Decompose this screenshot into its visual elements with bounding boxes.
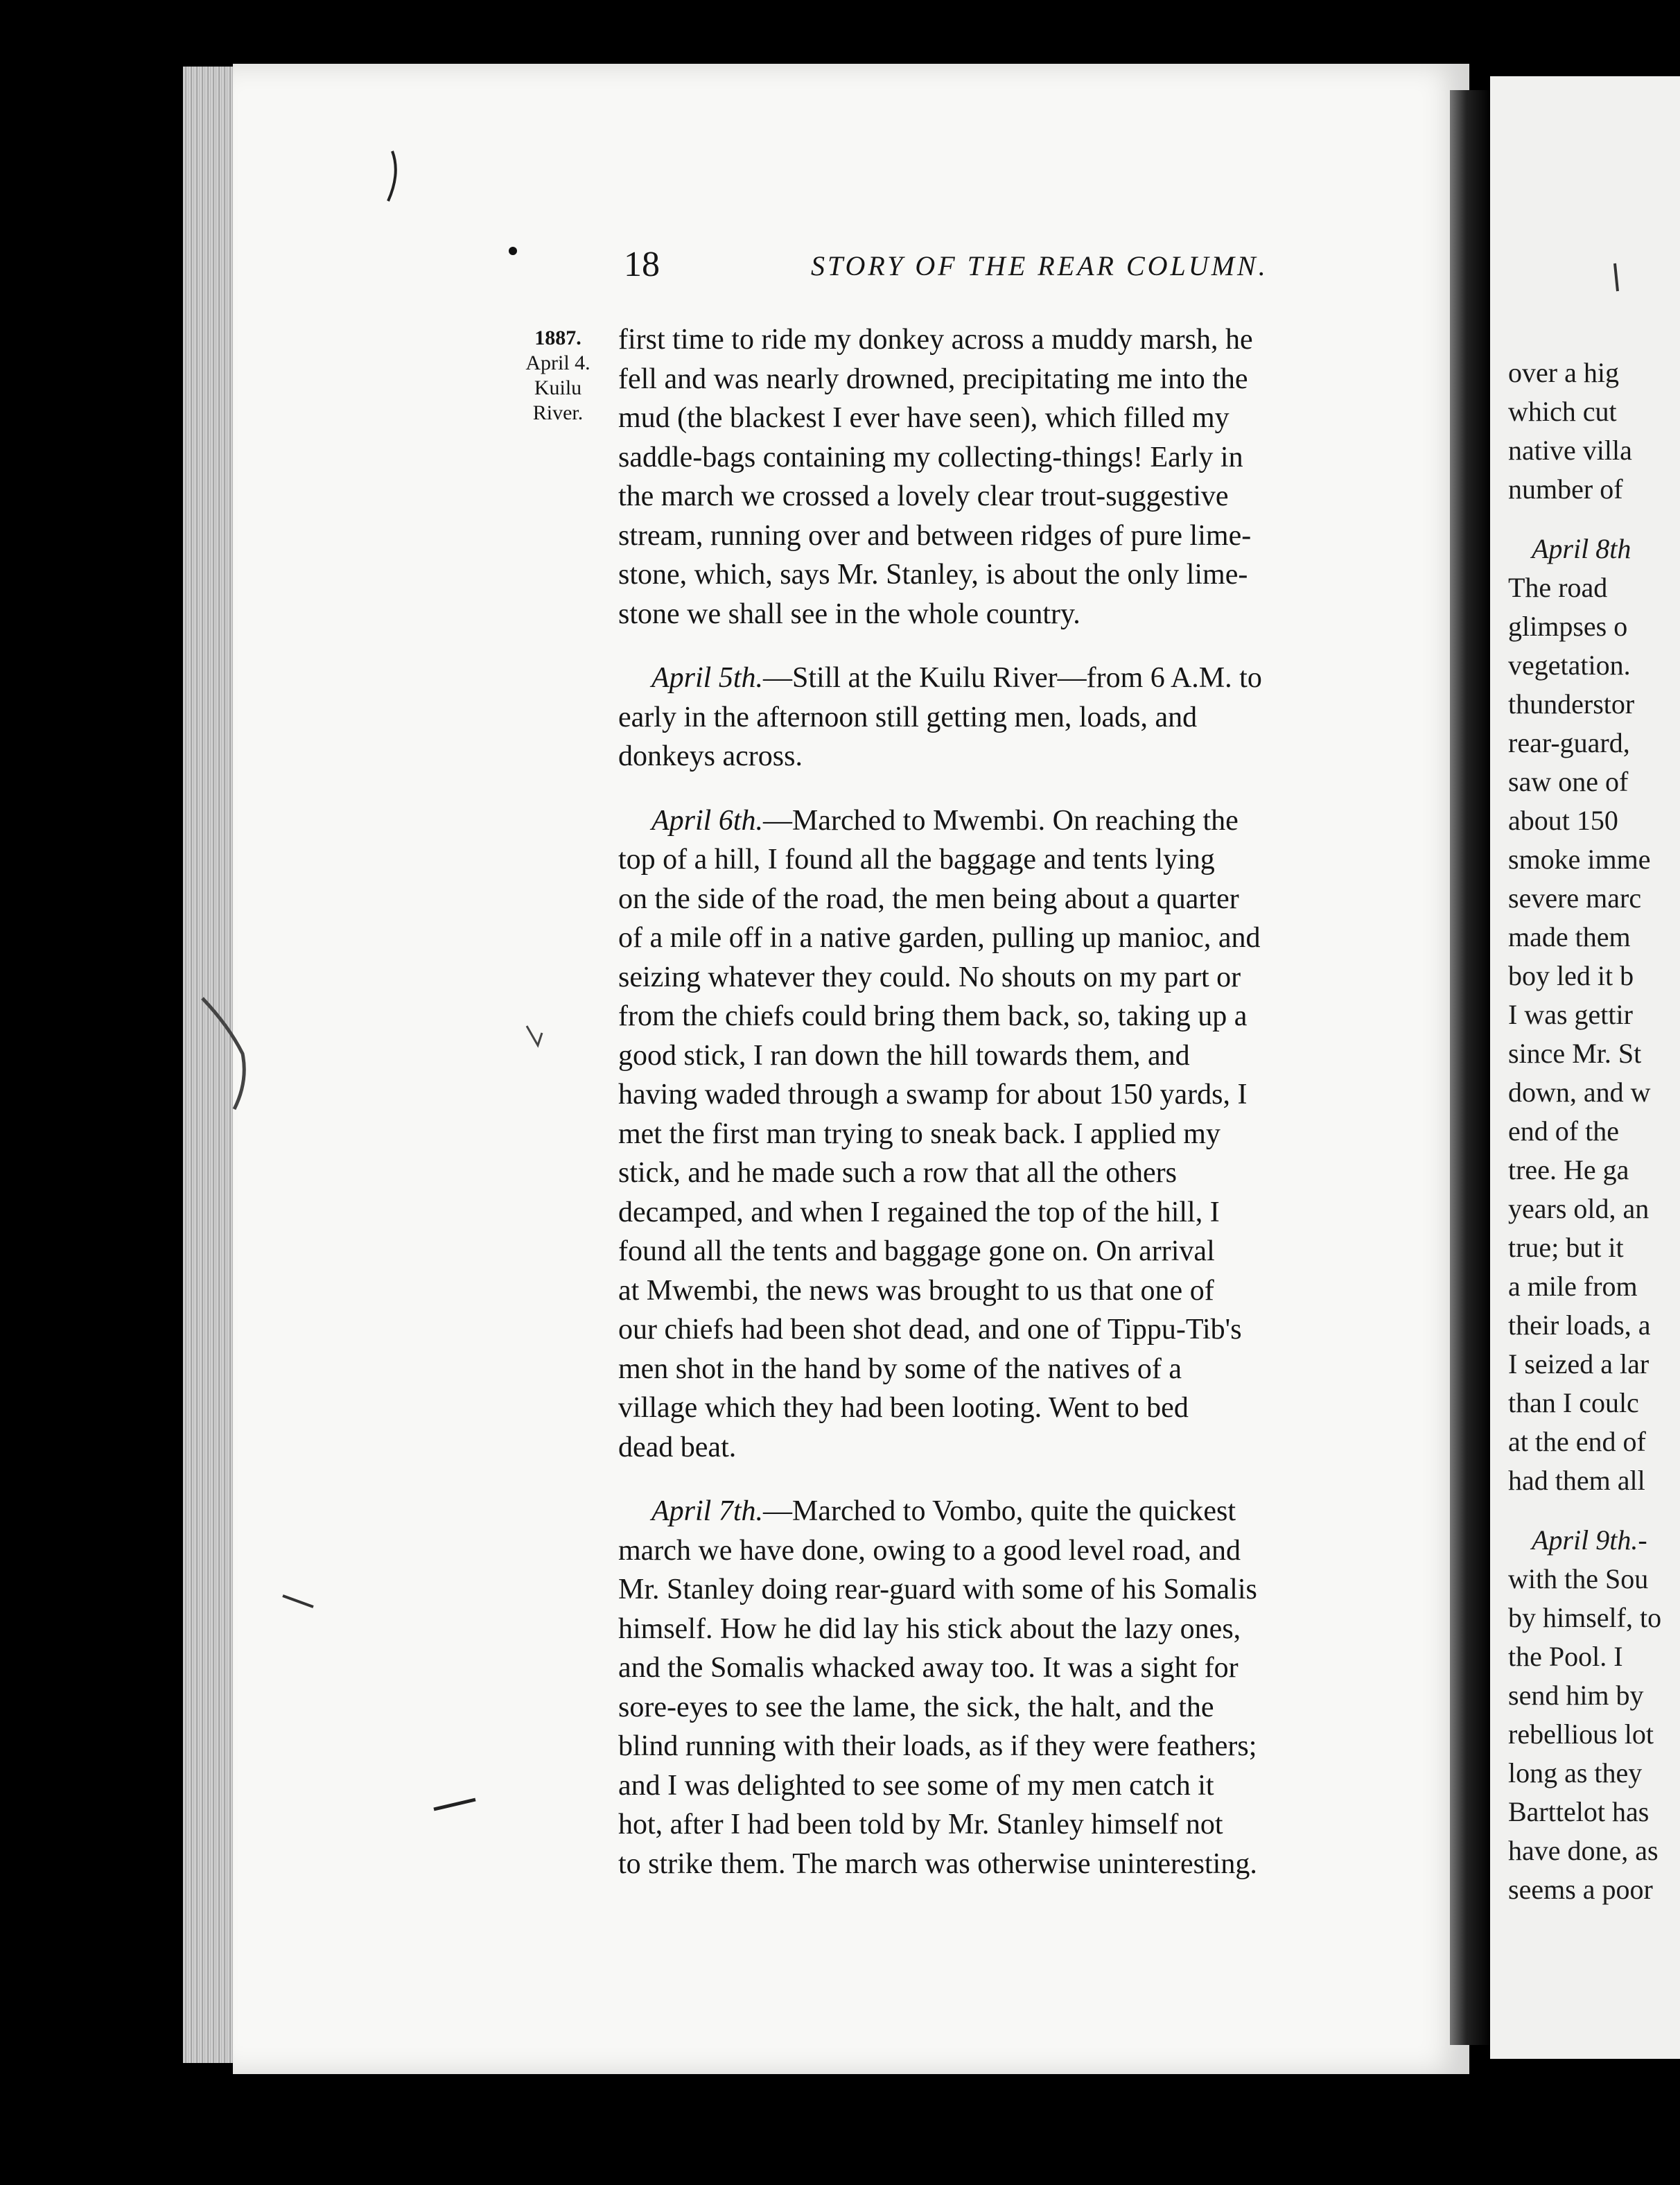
entry-first-line: [618, 659, 1450, 698]
entry-date: April 7th.: [651, 1495, 764, 1527]
facing-page-line: which cut: [1508, 396, 1617, 427]
facing-page-line: about 150: [1508, 805, 1618, 836]
facing-page-line: rebellious lot: [1508, 1718, 1654, 1750]
text-line: sore-eyes to see the lame, the sick, the halt, and the: [618, 1691, 1214, 1723]
facing-page-line: vegetation.: [1508, 650, 1631, 681]
facing-page-line: seems a poor: [1508, 1874, 1653, 1905]
facing-page-line: a mile from: [1508, 1271, 1638, 1302]
facing-page-line: than I coulc: [1508, 1387, 1639, 1418]
text-line: at Mwembi, the news was brought to us that one of: [618, 1274, 1214, 1307]
facing-page-line: had them all: [1508, 1465, 1645, 1496]
entry-text: —Marched to Mwembi. On reaching the: [763, 804, 1239, 837]
text-line: men shot in the hand by some of the natives of a: [618, 1352, 1182, 1385]
paragraph: [618, 320, 1450, 634]
facing-page-line: glimpses o: [1508, 611, 1628, 642]
text-line: donkeys across.: [618, 740, 803, 772]
facing-page-line: their loads, a: [1508, 1309, 1651, 1341]
diary-entry: [618, 801, 1450, 1468]
facing-page-line: I seized a lar: [1508, 1348, 1650, 1379]
text-line: from the chiefs could bring them back, so, taking up a: [618, 1000, 1248, 1032]
facing-page-line: Barttelot has: [1508, 1796, 1650, 1827]
entry-first-line: [618, 1492, 1450, 1531]
text-line: Mr. Stanley doing rear-guard with some of his Somalis: [618, 1574, 1257, 1605]
text-line: early in the afternoon still getting men, loads, and: [618, 701, 1198, 733]
text-line: and I was delighted to see some of my men catch it: [618, 1769, 1214, 1802]
text-line: village which they had been looting. Went to bed: [618, 1392, 1189, 1424]
facing-page-line: native villa: [1508, 435, 1632, 466]
facing-page-line: have done, as: [1508, 1835, 1659, 1866]
margin-place: Kuilu: [534, 376, 582, 399]
facing-page-line: boy led it b: [1508, 960, 1634, 991]
facing-page-line: thunderstor: [1508, 688, 1635, 720]
text-line: mud (the blackest I ever have seen), which filled my: [618, 402, 1230, 434]
text-line: stone, which, says Mr. Stanley, is about the only lime-: [618, 559, 1248, 591]
text-line: found all the tents and baggage gone on. On arrival: [618, 1235, 1215, 1267]
entry-date: April 5th.: [651, 662, 764, 694]
text-line: our chiefs had been shot dead, and one of Tippu-Tib's: [618, 1314, 1242, 1346]
text-line: stream, running over and between ridges of pure lime-: [618, 519, 1252, 552]
text-line: seizing whatever they could. No shouts on my part or: [618, 961, 1241, 993]
text-line: on the side of the road, the men being about a quarter: [618, 882, 1239, 915]
facing-page-line: years old, an: [1508, 1193, 1650, 1224]
text-line: top of a hill, I found all the baggage and tents lying: [618, 844, 1215, 876]
diary-entry: [618, 659, 1450, 776]
text-line: fell and was nearly drowned, precipitating me into the: [618, 363, 1248, 395]
facing-page-line: tree. He ga: [1508, 1154, 1629, 1185]
entry-text: —Still at the Kuilu River—from 6 A.M. to: [763, 662, 1262, 694]
text-line: decamped, and when I regained the top of the hill, I: [618, 1196, 1220, 1228]
facing-page-line: I was gettir: [1508, 999, 1633, 1030]
text-line: met the first man trying to sneak back. I applied my: [618, 1117, 1220, 1150]
text-line: saddle-bags containing my collecting-things! Early in: [618, 441, 1243, 473]
page-number: 18: [624, 245, 660, 284]
text-line: and the Somalis whacked away too. It was a sight for: [618, 1652, 1239, 1684]
margin-note: [506, 326, 610, 426]
text-line: blind running with their loads, as if they were feathers;: [618, 1730, 1257, 1762]
text-line: to strike them. The march was otherwise uninteresting.: [618, 1847, 1257, 1880]
text-line: dead beat.: [618, 1431, 737, 1463]
text-line: first time to ride my donkey across a muddy marsh, he: [618, 324, 1253, 356]
text-line: of a mile off in a native garden, pulling up manioc, and: [618, 922, 1261, 954]
page-stack-edges: [183, 67, 240, 2063]
facing-page-line: since Mr. St: [1508, 1038, 1642, 1069]
facing-page-line: with the Sou: [1508, 1563, 1649, 1594]
facing-page-fragment: [1490, 76, 1680, 2059]
facing-page-line: smoke imme: [1508, 844, 1651, 875]
text-line: march we have done, owing to a good level road, and: [618, 1534, 1241, 1567]
facing-page-line: The road: [1508, 572, 1608, 603]
facing-page-line: end of the: [1508, 1115, 1619, 1147]
facing-page-line: April 9th.-: [1532, 1524, 1647, 1556]
book-gutter-shadow: [1450, 90, 1491, 2045]
text-line: stone we shall see in the whole country.: [618, 598, 1080, 630]
text-line: stick, and he made such a row that all the others: [618, 1157, 1177, 1189]
entry-first-line: [618, 801, 1450, 841]
facing-page-line: the Pool. I: [1508, 1641, 1623, 1672]
facing-page-line: made them: [1508, 921, 1631, 952]
facing-page-line: true; but it: [1508, 1232, 1624, 1263]
facing-page-line: rear-guard,: [1508, 727, 1630, 758]
facing-page-line: saw one of: [1508, 766, 1629, 797]
body-text: [618, 320, 1450, 1883]
margin-place: River.: [532, 401, 584, 424]
facing-page-line: send him by: [1508, 1680, 1644, 1711]
facing-page-line: by himself, to: [1508, 1602, 1662, 1633]
entry-date: April 6th.: [651, 804, 764, 837]
margin-date: April 4.: [525, 351, 590, 374]
facing-page-line: number of: [1508, 473, 1623, 505]
facing-page-line: April 8th: [1532, 533, 1631, 564]
text-line: good stick, I ran down the hill towards them, and: [618, 1039, 1190, 1072]
page-header: [624, 244, 1421, 286]
facing-page-line: over a hig: [1508, 357, 1619, 388]
text-line: himself. How he did lay his stick about the lazy ones,: [618, 1612, 1241, 1645]
margin-year: 1887.: [534, 327, 581, 349]
diary-entry: [618, 1492, 1450, 1883]
text-line: the march we crossed a lovely clear trout-suggestive: [618, 480, 1229, 512]
facing-page-line: long as they: [1508, 1757, 1643, 1788]
text-line: having waded through a swamp for about 150 yards, I: [618, 1079, 1248, 1111]
running-title: STORY OF THE REAR COLUMN.: [811, 250, 1268, 281]
facing-page-line: down, and w: [1508, 1077, 1651, 1108]
entry-text: —Marched to Vombo, quite the quickest: [763, 1495, 1236, 1527]
text-line: hot, after I had been told by Mr. Stanley himself not: [618, 1809, 1223, 1840]
facing-page-line: at the end of: [1508, 1426, 1646, 1457]
facing-page-line: severe marc: [1508, 882, 1642, 914]
